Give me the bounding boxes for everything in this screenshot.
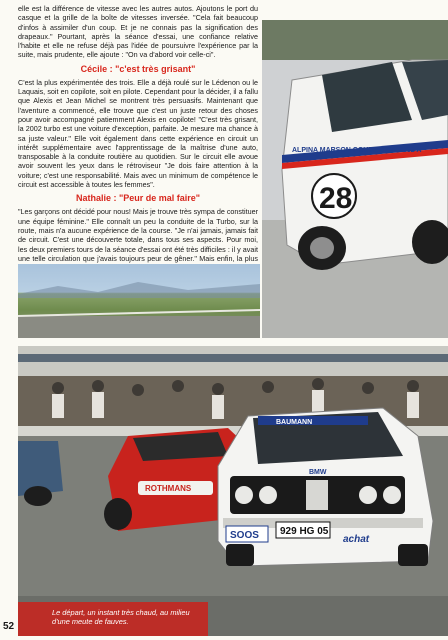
photo-landscape xyxy=(18,264,260,338)
cecile-paragraph: C'est la plus expérimentée des trois. Elle a déjà roulé sur le Lédenon ou le Laquais, soit en copilote, soit en pilote. Cependant pour la décider, il a fallu que Alexis et Jean Michel se montrent très persuasifs. Maintenant que l'aventure a commencé, elle trouve que c'est un juste retour des choses pour avoir accompagné patiemment Alexis en copilote! "C'est très grisant, la 2002 turbo est une voiture d'exception, parfaite. Je mesure ma chance à sa juste valeur." Elle voit également dans cette expérience en circuit un intérêt supplémentaire avec l'apprentissage de la maîtrise d'une auto, transposable à la conduite routière au quotidien. Sur le circuit elle avoue avoir souvent les yeux dans le rétroviseur "Je dois faire attention à la voiture; c'est une responsabilité. Mais avec un minimum de compétence le circuit est accessible à toutes les femmes". xyxy=(18,77,258,190)
lead-logo: SOOS xyxy=(230,530,259,541)
photo-landscape-image xyxy=(18,264,260,338)
photo-caption: Le départ, un instant très chaud, au milieu d'une meute de fauves. xyxy=(52,608,190,626)
nathalie-heading: Nathalie : "Peur de mal faire" xyxy=(75,193,201,204)
lead-hood-text: BMW xyxy=(309,469,327,476)
photo-race-start-image xyxy=(18,346,448,636)
top-photo-banner: ALPINA MARSON COUPE BMW 2002 A xyxy=(292,147,422,154)
photo-white-bmw-28 xyxy=(262,20,448,338)
lead-sponsor: achat xyxy=(343,534,370,545)
cecile-heading: Cécile : "c'est très grisant" xyxy=(80,63,196,74)
lead-plate: 929 HG 05 xyxy=(280,526,329,537)
photo-white-bmw-28-image xyxy=(262,20,448,338)
red-car-sticker: ROTHMANS xyxy=(145,484,192,493)
page-number: 52 xyxy=(0,621,17,632)
photo-race-start xyxy=(18,346,448,636)
lead-windshield: BAUMANN xyxy=(276,419,313,426)
top-photo-car-number: 28 xyxy=(319,182,353,215)
nathalie-paragraph: "Les garçons ont décidé pour nous! Mais je trouve très sympa de constituer une équipe féminine." Elle connaît un peu la conduite de la Turbo, sur la route, mais n'a aucune expérience de la course. "Je n'ai jamais, jamais fait de circuit. C'est une découverte totale, dans tous ses aspects. Pour moi, les deux premiers tours de la séance d'essai ont été très difficiles : il y avait une telle circulation que j'avais toujours peur de gêner." Mais enfin, la plus xyxy=(18,207,258,263)
text-column xyxy=(18,4,258,303)
intro-paragraph: elle est la différence de vitesse avec les autres autos. Ajoutons le port du casque et la grille de la boîte de vitesses inversée. "Cela fait beaucoup d'infos à assimiler d'un coup. Et je ne connais pas la signification des drapeaux." Pourtant, après la séance d'essai, une confiance relative l'habite et elle ne refuse déjà pas l'idée de poursuivre l'expérience par la suite, mais prudente, elle ajoute : "On va d'abord voir celle-ci". xyxy=(18,4,258,60)
